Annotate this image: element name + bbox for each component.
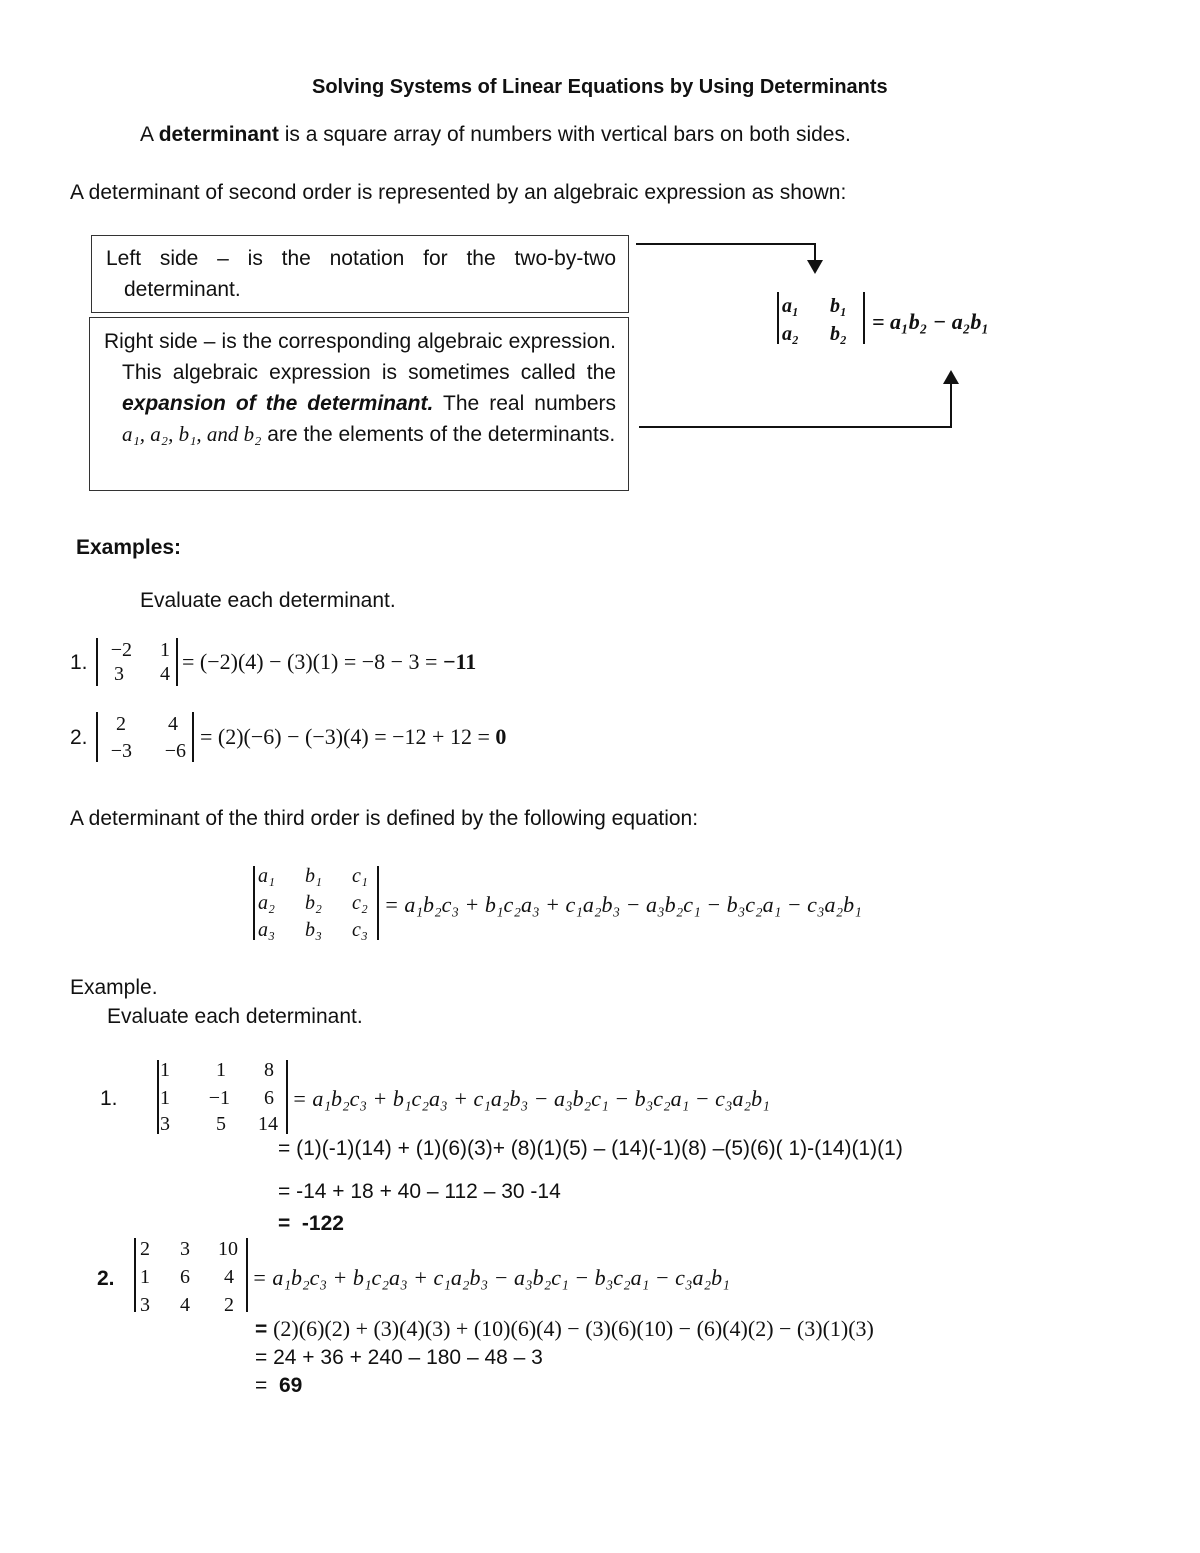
formula3-cell: c₁ bbox=[352, 865, 368, 887]
formula3-cell: a₂ bbox=[258, 892, 275, 914]
ex4-result: = 69 bbox=[255, 1374, 303, 1397]
example-number: 1. bbox=[100, 1087, 118, 1110]
ex4-cell: 3 bbox=[180, 1238, 190, 1260]
ex2-cell: −3 bbox=[110, 740, 132, 762]
ex3-cell: 1 bbox=[160, 1087, 170, 1109]
formula2-cell: b₁ bbox=[830, 295, 847, 317]
ex4-cell: 2 bbox=[140, 1238, 150, 1260]
ex3-cell: 8 bbox=[264, 1059, 274, 1081]
evaluate-instruction-2: Evaluate each determinant. bbox=[107, 1005, 363, 1028]
formula3-cell: a₃ bbox=[258, 919, 275, 941]
ex3-result: = -122 bbox=[278, 1212, 344, 1235]
formula3-cell: a₁ bbox=[258, 865, 275, 887]
formula2-cell: a₂ bbox=[782, 323, 799, 345]
ex3-step-2: = -14 + 18 + 40 – 112 – 30 -14 bbox=[278, 1180, 561, 1203]
ex4-cell: 1 bbox=[140, 1266, 150, 1288]
formula3-expansion: = a₁b₂c₃ + b₁c₂a₃ + c₁a₂b₃ − a₃b₂c₁ − b₃c₂a₁ − c₃a₂b₁ bbox=[384, 892, 862, 917]
example-number: 2. bbox=[97, 1267, 115, 1290]
ex2-cell: 2 bbox=[116, 713, 126, 735]
formula2-cell: a₁ bbox=[782, 295, 799, 317]
ex3-cell: 3 bbox=[160, 1113, 170, 1135]
ex2-expansion: = (2)(−6) − (−3)(4) = −12 + 12 = 0 bbox=[200, 724, 507, 749]
ex4-expansion: = a₁b₂c₃ + b₁c₂a₃ + c₁a₂b₃ − a₃b₂c₁ − b₃c₂a₁ − c₃a₂b₁ bbox=[252, 1265, 730, 1290]
ex4-cell: 4 bbox=[224, 1266, 234, 1288]
arrow-bottom-horizontal bbox=[639, 426, 952, 428]
ex4-cell: 6 bbox=[180, 1266, 190, 1288]
second-order-intro: A determinant of second order is represented by an algebraic expression as shown: bbox=[70, 181, 847, 204]
example-number: 2. bbox=[70, 726, 88, 749]
formula3-cell: b₃ bbox=[305, 919, 322, 941]
right-side-box bbox=[89, 317, 629, 491]
ex3-cell: 5 bbox=[216, 1113, 226, 1135]
intro-term: determinant bbox=[158, 123, 279, 146]
ex4-step-2: = 24 + 36 + 240 – 180 – 48 – 3 bbox=[255, 1346, 543, 1369]
page-title: Solving Systems of Linear Equations by Using Determinants bbox=[312, 76, 888, 98]
ex3-cell: 6 bbox=[264, 1087, 274, 1109]
formula2-cell: b₂ bbox=[830, 323, 847, 345]
ex4-cell: 4 bbox=[180, 1294, 190, 1316]
third-order-intro: A determinant of the third order is defined by the following equation: bbox=[70, 807, 699, 830]
formula3-cell: b₁ bbox=[305, 865, 322, 887]
ex3-cell: 14 bbox=[258, 1113, 278, 1135]
ex4-cell: 2 bbox=[224, 1294, 234, 1316]
ex4-step-1: = (2)(6)(2) + (3)(4)(3) + (10)(6)(4) − (3)(6)(10) − (6)(4)(2) − (3)(1)(3) bbox=[255, 1316, 874, 1341]
ex1-cell: 3 bbox=[114, 663, 124, 685]
evaluate-instruction: Evaluate each determinant. bbox=[140, 589, 396, 612]
arrow-bottom-vertical bbox=[950, 382, 952, 428]
ex3-cell: −1 bbox=[208, 1087, 230, 1109]
formula3-cell: c₃ bbox=[352, 919, 368, 941]
ex3-expansion: = a₁b₂c₃ + b₁c₂a₃ + c₁a₂b₃ − a₃b₂c₁ − b₃c₂a₁ − c₃a₂b₁ bbox=[292, 1086, 770, 1111]
ex1-cell: 1 bbox=[160, 639, 170, 661]
ex3-cell: 1 bbox=[216, 1059, 226, 1081]
formula3-cell: b₂ bbox=[305, 892, 322, 914]
left-side-box bbox=[91, 235, 629, 313]
ex1-answer: −11 bbox=[442, 649, 477, 674]
formula3-cell: c₂ bbox=[352, 892, 368, 914]
intro-sentence bbox=[140, 122, 851, 148]
examples-heading: Examples: bbox=[76, 536, 182, 559]
ex1-cell: −2 bbox=[110, 639, 132, 661]
ex3-cell: 1 bbox=[160, 1059, 170, 1081]
ex4-answer: 69 bbox=[278, 1374, 303, 1397]
ex2-answer: 0 bbox=[495, 724, 507, 749]
arrow-up-icon bbox=[943, 370, 959, 384]
ex1-expansion: = (−2)(4) − (3)(1) = −8 − 3 = −11 bbox=[182, 649, 477, 674]
elements-list: a₁, a₂, b₁, and b₂ bbox=[122, 422, 262, 446]
ex3-step-1: = (1)(-1)(14) + (1)(6)(3)+ (8)(1)(5) – (14)(-1)(8) –(5)(6)( 1)-(14)(1)(1) bbox=[278, 1137, 903, 1160]
formula2-expansion: = a₁b₂ − a₂b₁ bbox=[872, 309, 990, 334]
expansion-term: expansion of the determinant. bbox=[122, 392, 434, 415]
arrow-top-horizontal bbox=[636, 243, 816, 245]
example-heading: Example. bbox=[70, 976, 158, 999]
ex2-cell: −6 bbox=[164, 740, 186, 762]
arrow-down-icon bbox=[807, 260, 823, 274]
ex2-cell: 4 bbox=[168, 713, 178, 735]
example-number: 1. bbox=[70, 651, 88, 674]
intro-suffix: is a square array of numbers with vertical bars on both sides. bbox=[278, 123, 851, 146]
left-side-text: Left side – is the notation for the two-by-two determinant. bbox=[106, 247, 616, 301]
right-side-text: Right side – is the corresponding algebraic expression. This algebraic expression is sometimes called the expansion of the determinant. The real numbers a₁, a₂, b₁, and b₂ are the elements of the determinants. bbox=[104, 330, 616, 446]
ex1-cell: 4 bbox=[160, 663, 170, 685]
intro-prefix: A bbox=[140, 123, 159, 146]
ex4-cell: 3 bbox=[140, 1294, 150, 1316]
ex4-cell: 10 bbox=[218, 1238, 238, 1260]
